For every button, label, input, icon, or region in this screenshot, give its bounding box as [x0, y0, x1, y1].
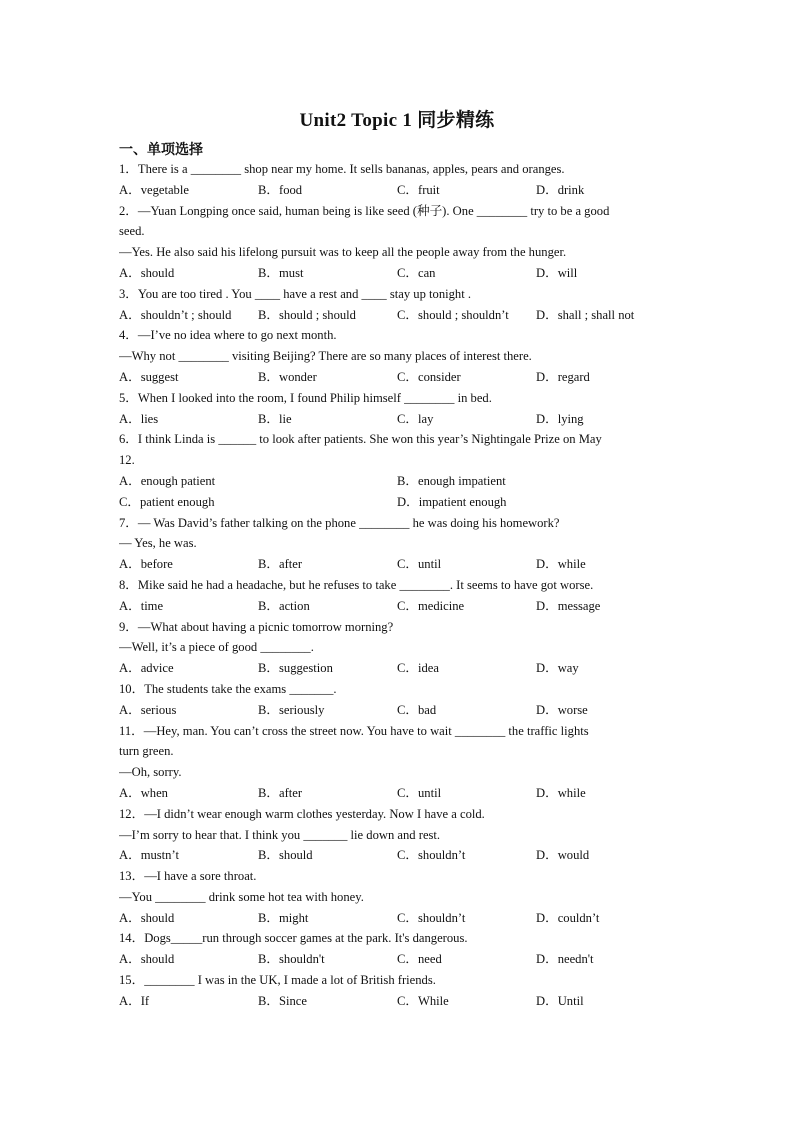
question-stem: 8．Mike said he had a headache, but he refuses to take ________. It seems to have got worse. [119, 577, 594, 592]
answer-option: A．when [119, 785, 168, 800]
section-heading: 一、单项选择 [119, 143, 203, 158]
answer-option: A．serious [119, 702, 177, 717]
options-row [119, 367, 679, 388]
answer-option: C．shouldn’t [397, 910, 466, 925]
answer-option: A．If [119, 993, 150, 1008]
answer-option: B．seriously [258, 702, 325, 717]
answer-option: C．consider [397, 369, 461, 384]
answer-option: D．while [536, 557, 586, 572]
answer-option: D．worse [536, 702, 588, 717]
answer-option: B．food [258, 182, 303, 197]
question-stem: 10．The students take the exams _______. [119, 681, 337, 696]
options-row [119, 554, 679, 575]
answer-option: B．shouldn't [258, 952, 325, 967]
options-row [119, 908, 679, 929]
question-stem: 14．Dogs_____run through soccer games at the park. It's dangerous. [119, 931, 468, 946]
question-item [119, 575, 679, 617]
answer-option: B．should ; should [258, 307, 356, 322]
question-stem: 6．I think Linda is ______ to look after patients. She won this year’s Nightingale Prize on May [119, 432, 602, 447]
question-item [119, 721, 679, 804]
question-item [119, 388, 679, 430]
question-stem: 9．—What about having a picnic tomorrow morning? [119, 619, 394, 634]
page-title: Unit2 Topic 1 同步精练 [299, 110, 495, 131]
question-item [119, 928, 679, 970]
options-row [119, 991, 679, 1012]
answer-option: C．While [397, 993, 449, 1008]
question-text-line: —Well, it’s a piece of good ________. [119, 640, 314, 655]
question-text-line: —Oh, sorry. [119, 765, 182, 780]
question-item [119, 970, 679, 1012]
question-text-line: turn green. [119, 744, 174, 759]
answer-option: D．shall ; shall not [536, 307, 635, 322]
answer-option: D．needn't [536, 952, 594, 967]
answer-option: D．drink [536, 182, 585, 197]
answer-option: A．should [119, 910, 175, 925]
options-row [119, 700, 679, 721]
answer-option: D．message [536, 598, 601, 613]
answer-option: C．can [397, 265, 436, 280]
answer-option: B．lie [258, 411, 292, 426]
options-row [119, 409, 679, 430]
question-stem: 2．—Yuan Longping once said, human being is like seed (种子). One ________ try to be a good [119, 203, 610, 218]
question-text-line: —You ________ drink some hot tea with honey. [119, 889, 364, 904]
answer-option: B．wonder [258, 369, 317, 384]
answer-option: B．must [258, 265, 304, 280]
options-row [119, 949, 679, 970]
answer-option: D．would [536, 848, 590, 863]
answer-option: C．until [397, 785, 442, 800]
question-stem: 5．When I looked into the room, I found Philip himself ________ in bed. [119, 390, 492, 405]
options-row [119, 180, 679, 201]
question-stem: 12．—I didn’t wear enough warm clothes yesterday. Now I have a cold. [119, 806, 485, 821]
answer-option: D．while [536, 785, 586, 800]
answer-option: B．should [258, 848, 313, 863]
answer-option: B．suggestion [258, 661, 333, 676]
options-row [119, 492, 679, 513]
question-item [119, 201, 679, 284]
answer-option: B．enough impatient [397, 473, 506, 488]
question-text-line: — Yes, he was. [119, 536, 197, 551]
answer-option: D．Until [536, 993, 584, 1008]
answer-option: C．lay [397, 411, 434, 426]
question-item [119, 284, 679, 326]
question-text-line: —I’m sorry to hear that. I think you _______ lie down and rest. [119, 827, 441, 842]
question-text-line: seed. [119, 224, 145, 239]
answer-option: C．patient enough [119, 494, 215, 509]
answer-option: D．lying [536, 411, 584, 426]
answer-option: A．suggest [119, 369, 179, 384]
question-stem: 11．—Hey, man. You can’t cross the street now. You have to wait ________ the traffic lights [119, 723, 589, 738]
answer-option: D．will [536, 265, 578, 280]
question-item [119, 325, 679, 387]
answer-option: B．Since [258, 993, 307, 1008]
answer-option: C．shouldn’t [397, 848, 466, 863]
answer-option: D．couldn’t [536, 910, 600, 925]
options-row [119, 783, 679, 804]
answer-option: C．bad [397, 702, 437, 717]
answer-option: C．need [397, 952, 442, 967]
answer-option: A．enough patient [119, 473, 216, 488]
answer-option: B．action [258, 598, 310, 613]
options-row [119, 596, 679, 617]
question-stem: 15．________ I was in the UK, I made a lot of British friends. [119, 973, 436, 988]
options-row [119, 845, 679, 866]
answer-option: B．might [258, 910, 309, 925]
options-row [119, 658, 679, 679]
answer-option: A．should [119, 265, 175, 280]
answer-option: C．should ; shouldn’t [397, 307, 509, 322]
question-item [119, 159, 679, 201]
answer-option: A．before [119, 557, 173, 572]
answer-option: D．impatient enough [397, 494, 507, 509]
answer-option: C．fruit [397, 182, 440, 197]
options-row [119, 263, 679, 284]
answer-option: A．vegetable [119, 182, 189, 197]
question-item [119, 679, 679, 721]
question-stem: 3．You are too tired . You ____ have a rest and ____ stay up tonight . [119, 286, 472, 301]
answer-option: C．until [397, 557, 442, 572]
answer-option: D．way [536, 661, 579, 676]
question-stem: 4．—I’ve no idea where to go next month. [119, 328, 337, 343]
answer-option: A．advice [119, 661, 174, 676]
question-item [119, 617, 679, 679]
question-stem: 7．— Was David’s father talking on the phone ________ he was doing his homework? [119, 515, 560, 530]
answer-option: C．medicine [397, 598, 465, 613]
question-stem: 1．There is a ________ shop near my home. It sells bananas, apples, pears and oranges. [119, 162, 565, 176]
question-text-line: —Yes. He also said his lifelong pursuit was to keep all the people away from the hunger. [119, 245, 567, 260]
question-item [119, 429, 679, 512]
question-item [119, 513, 679, 575]
answer-option: B．after [258, 557, 303, 572]
answer-option: A．shouldn’t ; should [119, 307, 232, 322]
question-item [119, 866, 679, 928]
question-stem: 13．—I have a sore throat. [119, 869, 257, 884]
answer-option: B．after [258, 785, 303, 800]
answer-option: A．time [119, 598, 164, 613]
answer-option: C．idea [397, 661, 439, 676]
question-text-line: —Why not ________ visiting Beijing? There are so many places of interest there. [119, 349, 532, 364]
question-list [119, 159, 679, 1012]
answer-option: A．lies [119, 411, 159, 426]
answer-option: D．regard [536, 369, 590, 384]
question-item [119, 804, 679, 866]
options-row [119, 305, 679, 326]
question-text-line: 12. [119, 453, 135, 468]
answer-option: A．should [119, 952, 175, 967]
answer-option: A．mustn’t [119, 848, 179, 863]
options-row [119, 471, 679, 492]
